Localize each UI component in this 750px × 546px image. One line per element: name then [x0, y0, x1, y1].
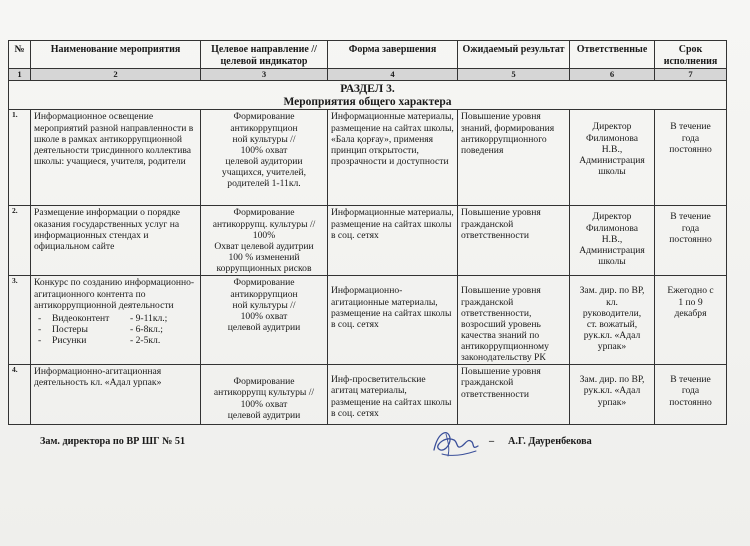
- table-row: [9, 276, 727, 365]
- responsible-line: ст. вожатый,: [586, 318, 638, 330]
- row-result: Повышение уровня гражданской ответственности: [458, 365, 570, 425]
- target-line: 100% охват: [240, 310, 288, 322]
- item-dash: -: [38, 335, 42, 347]
- row-form: Информационные материалы, размещение на сайтах школы в соц. сетях: [328, 206, 458, 276]
- row-form: Информационные материалы, размещение на сайтах школы, «Бала қорғау», применяя принцип открытости, прозрачности и доступности: [328, 110, 458, 206]
- row-responsible: [570, 276, 655, 365]
- table-row: [9, 110, 727, 206]
- responsible-line: Администрация: [579, 154, 645, 166]
- responsible-line: школы: [598, 255, 626, 267]
- responsible-line: урпак»: [597, 341, 627, 353]
- target-line: ной культуры //: [232, 133, 296, 145]
- target-line: 100% охват: [240, 144, 288, 156]
- deadline-line: Ежегодно с: [667, 285, 714, 297]
- item-value: - 6-8кл.;: [130, 323, 163, 335]
- row-target: [201, 206, 328, 276]
- target-line: родителей 1-11кл.: [227, 178, 301, 190]
- target-line: антикоррупц. культуры //: [212, 218, 316, 230]
- table-row: [9, 365, 727, 425]
- column-number: 4: [328, 69, 458, 81]
- row-number: 4.: [9, 365, 31, 425]
- column-number: 6: [570, 69, 655, 81]
- row-name: Размещение информации о порядке оказания государственных услуг на информационных стендах и официальном сайте: [31, 206, 201, 276]
- target-line: ной культуры //: [232, 299, 296, 311]
- header-result: Ожидаемый результат: [458, 41, 570, 69]
- row-deadline: [655, 276, 727, 365]
- list-item: [34, 324, 197, 335]
- target-line: Формирование: [233, 207, 295, 219]
- header-form: Форма завершения: [328, 41, 458, 69]
- deadline-line: года: [681, 222, 700, 234]
- column-number: 3: [201, 69, 328, 81]
- section-subtitle: Мероприятия общего характера: [283, 95, 452, 108]
- column-number: 7: [655, 69, 727, 81]
- target-line: коррупционных рисков: [216, 263, 312, 275]
- item-value: - 2-5кл.: [130, 335, 161, 347]
- contest-items: [34, 313, 197, 346]
- deadline-line: В течение: [670, 121, 711, 133]
- table-row: [9, 206, 727, 276]
- handwritten-signature: [428, 424, 484, 462]
- target-line: Формирование: [233, 376, 295, 388]
- deadline-line: декабря: [674, 307, 707, 319]
- responsible-line: урпак»: [597, 396, 627, 408]
- target-line: 100%: [252, 229, 276, 241]
- row-result: Повышение уровня знаний, формирования антикоррупционного поведения: [458, 110, 570, 206]
- responsible-line: Филимонова: [585, 132, 639, 144]
- section-row: [9, 81, 727, 110]
- target-line: целевой аудитрии: [227, 321, 301, 333]
- header-target: Целевое направление // целевой индикатор: [201, 41, 328, 69]
- plan-table: [8, 40, 727, 425]
- row-form: [328, 276, 458, 365]
- responsible-line: руководители,: [582, 307, 642, 319]
- row-form-text: Информационно-агитационные материалы, размещение на сайтах школы в соц. сетях: [331, 285, 452, 330]
- responsible-line: Н.В.,: [601, 143, 623, 155]
- row-name: Конкурс по созданию информационно-агитационного контента по антикоррупционной деятельности: [34, 277, 195, 311]
- responsible-line: Директор: [592, 121, 632, 133]
- target-line: антикоррупцион: [230, 122, 298, 134]
- row-result: [458, 276, 570, 365]
- row-responsible: [570, 206, 655, 276]
- row-number: 2.: [9, 206, 31, 276]
- target-line: учащихся, учителей,: [221, 167, 307, 179]
- target-line: Формирование: [233, 111, 295, 123]
- section-title: РАЗДЕЛ 3.: [340, 83, 395, 96]
- header-responsible: Ответственные: [570, 41, 655, 69]
- deadline-line: постоянно: [669, 396, 712, 408]
- target-line: целевой аудитрии: [227, 409, 301, 421]
- item-label: Рисунки: [52, 335, 87, 347]
- item-label: Видеоконтент: [52, 312, 110, 324]
- responsible-line: Администрация: [579, 244, 645, 256]
- row-responsible: [570, 365, 655, 425]
- row-deadline: [655, 365, 727, 425]
- item-label: Постеры: [52, 323, 88, 335]
- row-name: Информационно-агитационная деятельность кл. «Адал урпак»: [31, 365, 201, 425]
- header-deadline: Срок исполнения: [655, 41, 727, 69]
- signer-position: Зам. директора по ВР ШГ № 51: [40, 436, 186, 447]
- responsible-line: Филимонова: [585, 222, 639, 234]
- header-num: №: [9, 41, 31, 69]
- column-number-row: [9, 69, 727, 81]
- responsible-line: рук.кл. «Адал: [583, 329, 641, 341]
- column-number: 5: [458, 69, 570, 81]
- row-number: 1.: [9, 110, 31, 206]
- row-form-text: Инф-просветительские агитац материалы, размещение на сайтах школы в соц. сетях: [331, 374, 452, 419]
- row-deadline: [655, 206, 727, 276]
- deadline-line: года: [681, 132, 700, 144]
- signer-name: А.Г. Дауренбекова: [508, 436, 592, 447]
- deadline-line: 1 по 9: [678, 296, 703, 308]
- list-item: [34, 335, 197, 346]
- list-item: [34, 313, 197, 324]
- target-line: антикоррупцион: [230, 288, 298, 300]
- target-line: антикоррупц культуры //: [213, 387, 315, 399]
- target-line: целевой аудитории: [225, 155, 303, 167]
- item-dash: -: [38, 312, 42, 324]
- deadline-line: постоянно: [669, 143, 712, 155]
- row-result-text: Повышение уровня гражданской ответственности, возросший уровень качества знаний по антикоррупционному законодательству РК: [461, 285, 549, 364]
- responsible-line: Н.В.,: [601, 233, 623, 245]
- header-name: Наименование мероприятия: [31, 41, 201, 69]
- target-line: 100% охват: [240, 398, 288, 410]
- target-line: Охват целевой аудитрии: [214, 240, 314, 252]
- responsible-line: школы: [598, 165, 626, 177]
- row-form: [328, 365, 458, 425]
- section-cell: [9, 81, 727, 110]
- target-line: Формирование: [233, 277, 295, 289]
- header-row: [9, 41, 727, 69]
- deadline-line: года: [681, 385, 700, 397]
- responsible-line: Зам. дир. по ВР,: [579, 374, 645, 386]
- responsible-line: Зам. дир. по ВР,: [579, 285, 645, 297]
- row-deadline: [655, 110, 727, 206]
- responsible-line: Директор: [592, 211, 632, 223]
- target-line: 100 % изменений: [228, 251, 300, 263]
- deadline-line: В течение: [670, 374, 711, 386]
- item-dash: -: [38, 323, 42, 335]
- row-target: [201, 276, 328, 365]
- row-result: Повышение уровня гражданской ответственности: [458, 206, 570, 276]
- column-number: 1: [9, 69, 31, 81]
- responsible-line: кл.: [606, 296, 618, 308]
- row-target: [201, 110, 328, 206]
- column-number: 2: [31, 69, 201, 81]
- row-name: Информационное освещение мероприятий разной направленности в школе в рамках антикоррупционной деятельности трисдинного коллектива школы: учащиеся, учителя, родители: [31, 110, 201, 206]
- row-responsible: [570, 110, 655, 206]
- responsible-line: рук.кл. «Адал: [583, 385, 641, 397]
- row-name-cell: [31, 276, 201, 365]
- row-number: 3.: [9, 276, 31, 365]
- deadline-line: В течение: [670, 211, 711, 223]
- item-value: - 9-11кл.;: [130, 312, 168, 324]
- signature-dash: –: [489, 436, 495, 447]
- deadline-line: постоянно: [669, 233, 712, 245]
- row-target: [201, 365, 328, 425]
